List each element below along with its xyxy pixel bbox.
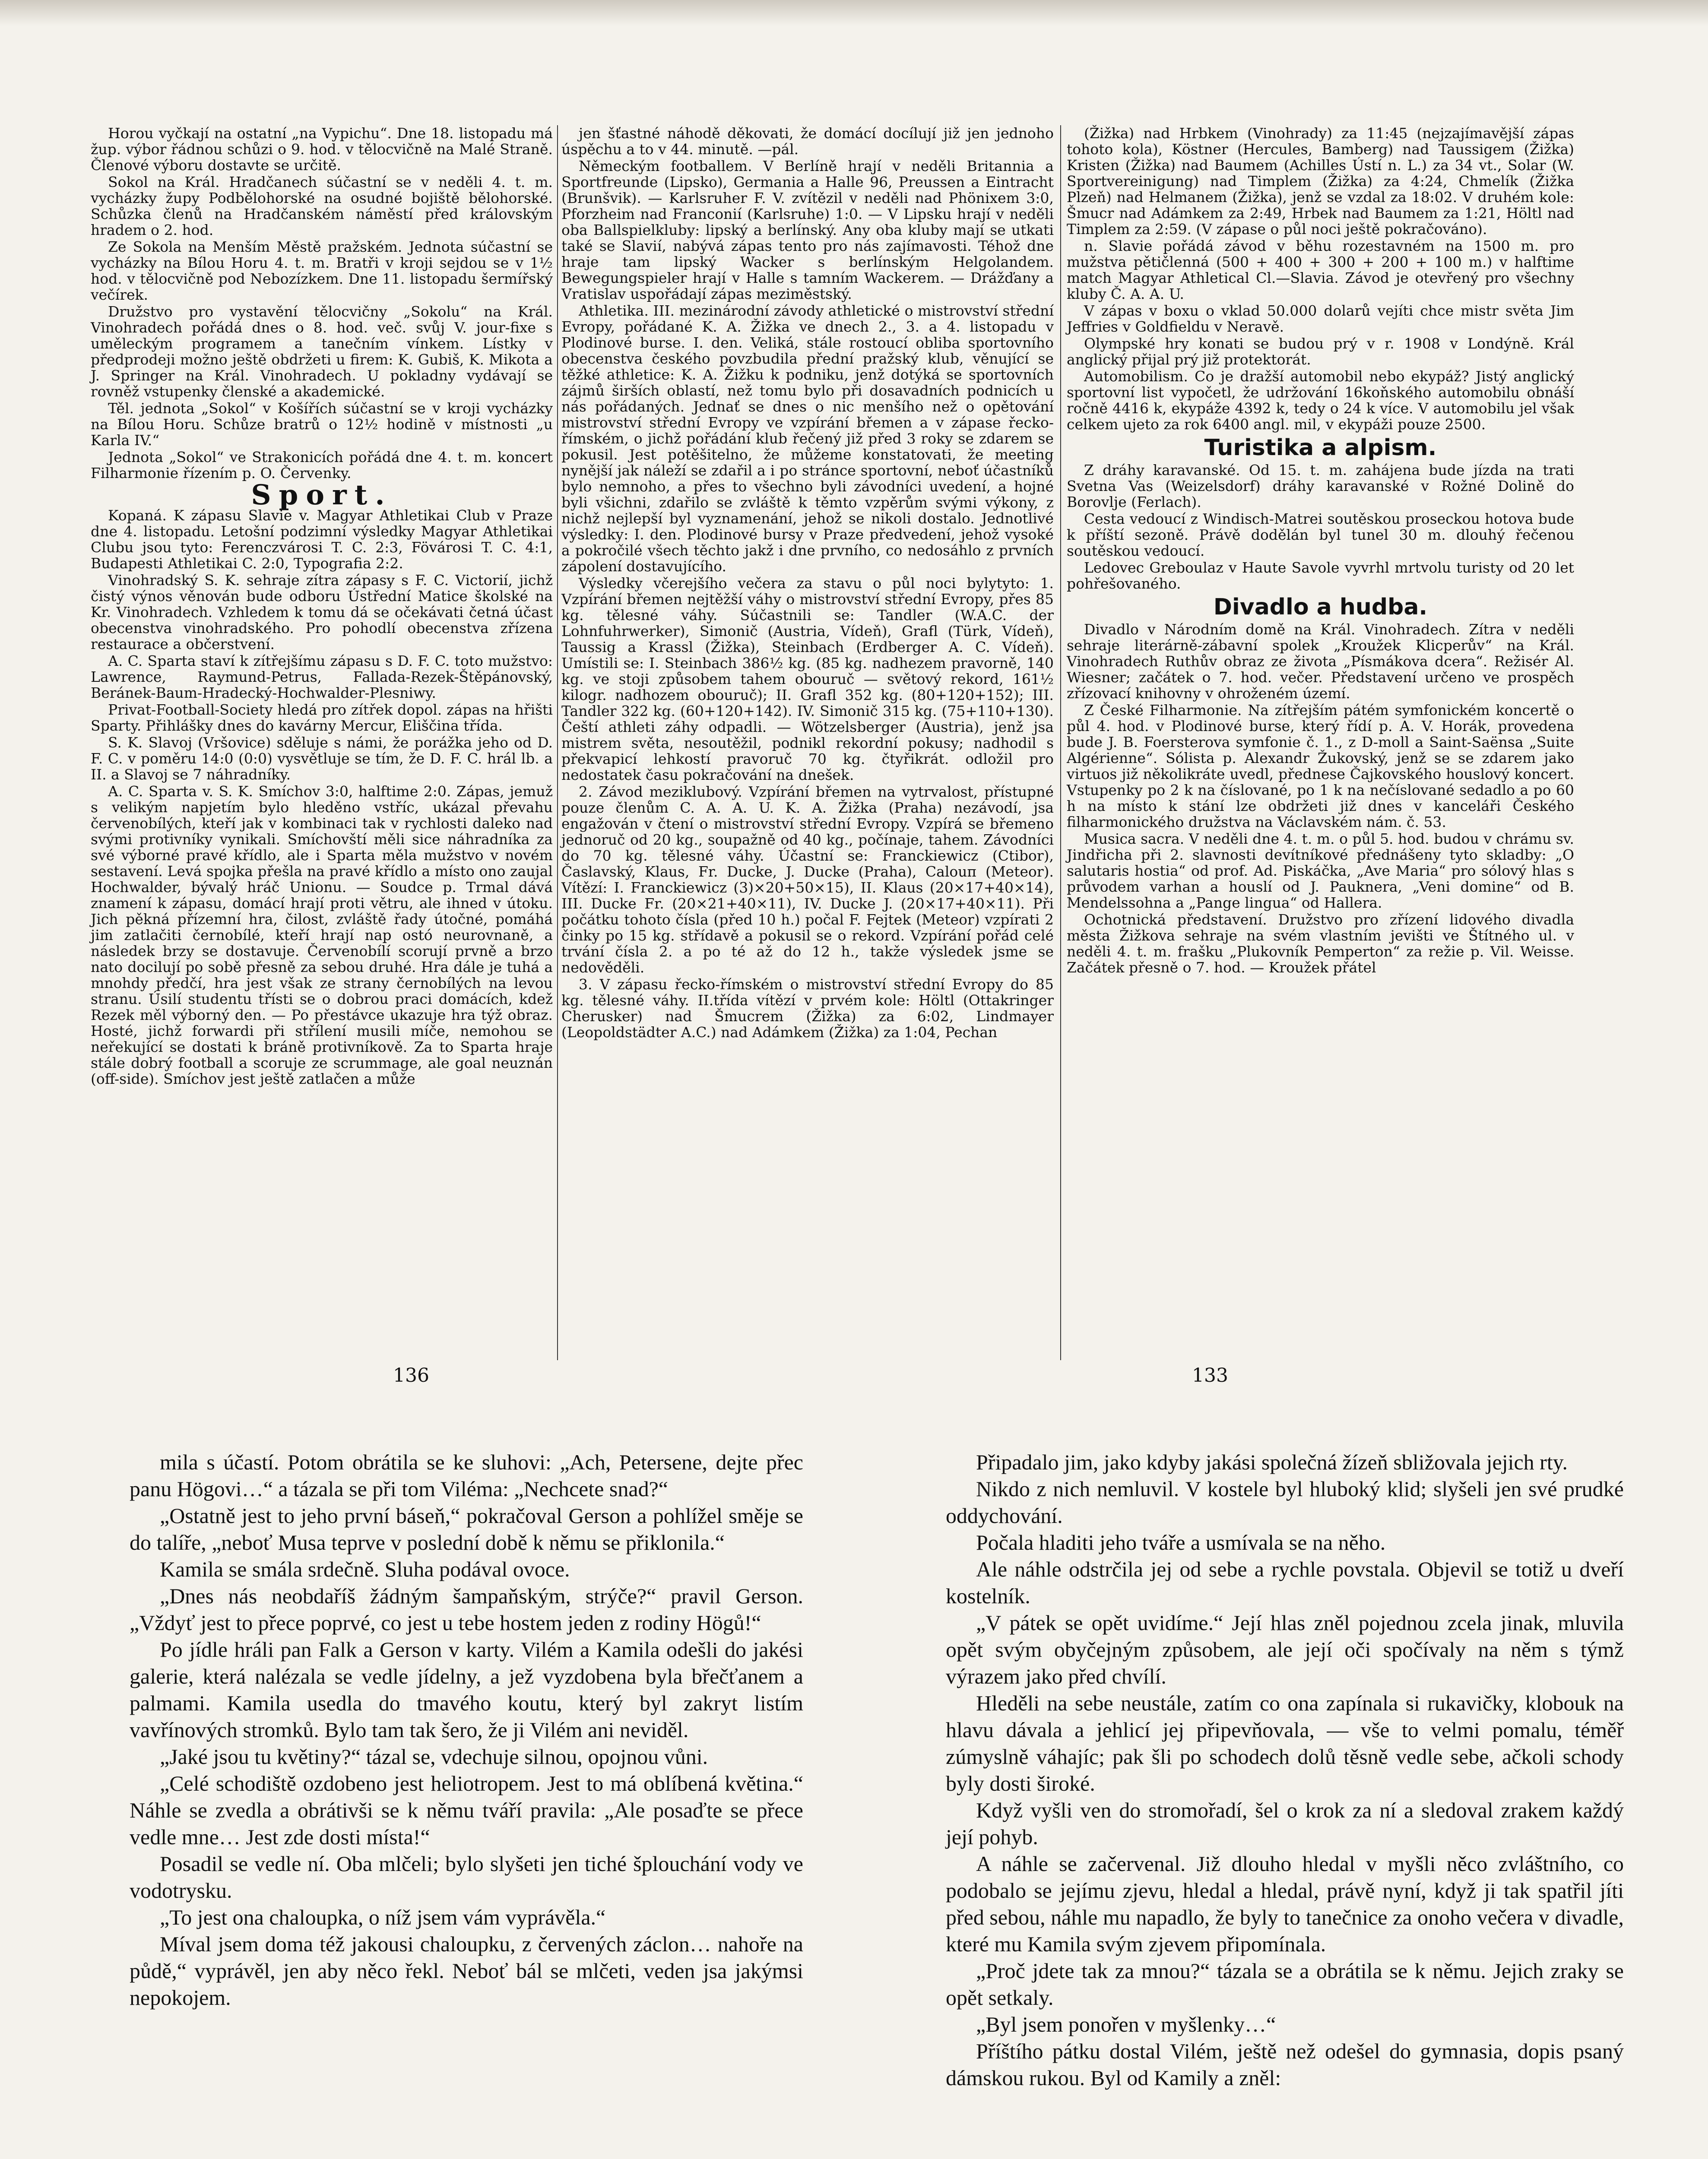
novel-page-left bbox=[130, 1449, 803, 2011]
news-paragraph: Privat-Football-Society hledá pro zítřek dopol. zápas na hřišti Sparty. Přihlášky dnes do kavárny Mercur, Eliščina třída. bbox=[91, 701, 553, 734]
turistika-articles bbox=[1067, 462, 1574, 592]
novel-paragraph: Kamila se smála srdečně. Sluha podával ovoce. bbox=[160, 1557, 570, 1581]
news-paragraph: Z České Filharmonie. Na zítřejším pátém symfonickém koncertě o půl 4. hod. v Plodinové burse, který řídí p. A. V. Horák, provedena bude J. B. Foersterova symfonie č. 1., z D-moll a Saint-Saënsa „Suite Algérienne“. Sólista p. Alexandr Žukovský, jenž se se zdarem jako virtuos již několikráte uvedl, přednese Čajkovského houslový koncert. Vstupenky po 2 k na číslované, po 1 k na nečíslované sedadlo a po 60 h na místo k stání lze obdržeti již dnes v kanceláři Českého filharmonického družstva na Václavském nám. č. 53. bbox=[1067, 702, 1574, 830]
newspaper-column-1 bbox=[91, 125, 553, 1088]
scan-edge bbox=[0, 0, 1708, 26]
news-paragraph: Sokol na Král. Hradčanech súčastní se v neděli 4. t. m. vycházky župy Podbělohorské na osudné bojiště bělohorské. Schůzka členů na Hradčanském náměstí před královským hradem o 2. hod. bbox=[91, 174, 553, 238]
news-paragraph: jen šťastné náhodě děkovati, že domácí docílují již jen jednoho úspěchu a to v 44. minutě. —pál. bbox=[561, 125, 1054, 158]
news-paragraph: S. K. Slavoj (Vršovice) sděluje s námi, že porážka jeho od D. F. C. v poměru 14:0 (0:0) vysvětluje se tím, že D. F. C. hrál lb. a II. a Slavoj se 7 náhradníky. bbox=[91, 734, 553, 783]
newspaper-column-2 bbox=[561, 125, 1054, 1041]
novel-paragraph: „Byl jsem ponořen v myšlenky…“ bbox=[976, 2012, 1276, 2036]
novel-paragraph: Míval jsem doma též jakousi chaloupku, z červených záclon… nahoře na půdě,“ vyprávěl, jen aby něco řekl. Neboť bál se mlčeti, veden jsa jakýmsi nepokojem. bbox=[130, 1932, 803, 2010]
news-paragraph: Z dráhy karavanské. Od 15. t. m. zahájena bude jízda na trati Svetna Vas (Weizelsdorf) dráhy karavanské v Rožné Dolině do Borovlje (Ferlach). bbox=[1067, 462, 1574, 510]
novel-paragraph: „Ostatně jest to jeho první báseň,“ pokračoval Gerson a pohlížel směje se do talíře, „neboť Musa teprve v poslední době k němu se přiklonila.“ bbox=[130, 1504, 803, 1554]
column-divider bbox=[1060, 125, 1061, 1360]
news-paragraph: Musica sacra. V neděli dne 4. t. m. o půl 5. hod. budou v chrámu sv. Jindřicha při 2. slavnosti devítníkové přednášeny tyto skladby: „O salutaris hostia“ od prof. Ad. Piskáčka, „Ave Maria“ pro sólový hlas s průvodem varhan a houslí od J. Pauknera, „Veni domine“ od B. Mendelssohna a „Pange lingua“ od Hallera. bbox=[1067, 830, 1574, 911]
novel-paragraph: „Celé schodiště ozdobeno jest heliotropem. Jest to má oblíbená květina.“ Náhle se zvedla a obrátivši se k němu tváří pravila: „Ale posaďte se přece vedle mne… Jest zde dosti místa!“ bbox=[130, 1771, 803, 1849]
novel-paragraph: Nikdo z nich nemluvil. V kostele byl hluboký klid; slyšeli jen své prudké oddychování. bbox=[946, 1477, 1624, 1528]
news-paragraph: Automobilism. Co je dražší automobil nebo ekypáž? Jistý anglický sportovní list vypočetl, že udržování 16koňského automobilu obnáší ročně 4416 k, ekypáže 4392 k, tedy o 24 k více. V automobilu jel však celkem ujeto za rok 6400 angl. mil, v ekypáži pouze 2500. bbox=[1067, 368, 1574, 433]
news-paragraph: Ochotnická představení. Družstvo pro zřízení lidového divadla města Žižkova sehraje na svém vlastním jevišti ve Štítného ul. v neděli 4. t. m. frašku „Plukovník Pemperton“ za režie p. Vil. Weisse. Začátek přesně o 7. hod. — Kroužek přátel bbox=[1067, 911, 1574, 976]
novel-paragraph: Hleděli na sebe neustále, zatím co ona zapínala si rukavičky, klobouk na hlavu dávala a jehlicí jej připevňovala, — vše to velmi pomalu, téměř zúmyslně váhajíc; pak šli po schodech dolů těsně vedle sebe, ačkoli schody byly dosti široké. bbox=[946, 1691, 1624, 1795]
divadlo-heading: Divadlo a hudba. bbox=[1213, 594, 1428, 620]
novel-paragraph: „V pátek se opět uvidíme.“ Její hlas zněl pojednou zcela jinak, mluvila opět svým obyčejným způsobem, ale její oči spočívaly na něm s týmž výrazem jako před chvílí. bbox=[946, 1611, 1624, 1688]
news-paragraph: Ledovec Greboulaz v Haute Savole vyvrhl mrtvolu turisty od 20 let pohřešovaného. bbox=[1067, 559, 1574, 592]
page-number-left: 136 bbox=[393, 1364, 429, 1387]
novel-paragraph: mila s účastí. Potom obrátila se ke sluhovi: „Ach, Petersene, dejte přec panu Högovi…“ a tázala se při tom Viléma: „Nechcete snad?“ bbox=[130, 1450, 803, 1501]
sport-articles bbox=[91, 507, 553, 1087]
news-paragraph: Německým footballem. V Berlíně hrají v neděli Britannia a Sportfreunde (Lipsko), Germania a Halle 96, Preussen a Eintracht (Brunšvik). — Karlsruher F. V. zvítězil v neděli nad Phönixem 3:0, Pforzheim nad Franconií (Karlsruhe) 1:0. — V Lipsku hrají v neděli oba Ballspielkluby: lipský a berlínský. Any oba kluby mají se utkati také se Slavií, nabývá zápas tento pro nás zajímavosti. Téhož dne hraje tam lipský Wacker s berlínským Helgolandem. Bewegungspieler hrají v Halle s tamním Wackerem. — Drážďany a Vratislav uspořádají zápas meziměstský. bbox=[561, 158, 1054, 302]
news-paragraph: Cesta vedoucí z Windisch-Matrei soutěskou proseckou hotova bude k příští sezoně. Právě dodělán byl tunel 30 m. dlouhý řečenou soutěskou vedoucí. bbox=[1067, 510, 1574, 559]
novel-paragraph: Po jídle hráli pan Falk a Gerson v karty. Vilém a Kamila odešli do jakési galerie, která nalézala se vedle jídelny, a jež vyzdobena byla břečťanem a palmami. Kamila usedla do tmavého koutu, který byl zakryt listím vavřínových stromků. Bylo tam tak šero, že ji Vilém ani neviděl. bbox=[130, 1637, 803, 1742]
column-divider bbox=[557, 125, 558, 1360]
page-number-right: 133 bbox=[1192, 1364, 1228, 1387]
news-paragraph: Družstvo pro vystavění tělocvičny „Sokolu“ na Král. Vinohradech pořádá dnes o 8. hod. več. svůj V. jour-fixe s uměleckým programem a tanečním vínkem. Lístky v předprodeji možno ještě obdržeti u firem: K. Gubiš, K. Mikota a J. Springer na Král. Vinohradech. U pokladny vydávají se rovněž vstupenky členské a akademické. bbox=[91, 303, 553, 400]
news-paragraph: 3. V zápasu řecko-římském o mistrovství střední Evropy do 85 kg. tělesné váhy. II.třída vítězí v prvém kole: Höltl (Ottakringer Cherusker) nad Šmucrem (Žižka) za 6:02, Lindmayer (Leopoldstädter A.C.) nad Adámkem (Žižka) za 1:04, Pechan bbox=[561, 976, 1054, 1041]
news-paragraph: Horou vyčkají na ostatní „na Vypichu“. Dne 18. listopadu má žup. výbor řádnou schůzi o 9. hod. v tělocvičně na Malé Straně. Členové výboru dostavte se určitě. bbox=[91, 125, 553, 174]
novel-paragraph: Příštího pátku dostal Vilém, ještě než odešel do gymnasia, dopis psaný dámskou rukou. Byl od Kamily a zněl: bbox=[946, 2039, 1624, 2090]
news-paragraph: A. C. Sparta staví k zítřejšímu zápasu s D. F. C. toto mužstvo: Lawrence, Raymund-Petrus, Fallada-Rezek-Štěpánovský, Beránek-Baum-Hradecký-Hochwalder-Plesniwy. bbox=[91, 652, 553, 701]
sokol-notices bbox=[91, 125, 553, 481]
sport-news bbox=[1067, 125, 1574, 432]
news-paragraph: Athletika. III. mezinárodní závody athletické o mistrovství střední Evropy, pořádané K. A. Žižka ve dnech 2., 3. a 4. listopadu v Plodinové burse. I. den. Veliká, stále rostoucí obliba sportovního obecenstva českého povzbudila přední pražský klub, věnující se těžké athletice: K. A. Žižku k podniku, jenž dotýká se sportovních zájmů širších oblastí, než tomu bylo při dosavadních podnicích u nás pořádaných. Jednať se dnes o nic menšího než o opětování mistrovství střední Evropy ve vzpírání břemen a v zápase řecko-římském, o jichž pořádání klub řečený již před 3 roky se zdarem se pokusil. Jest potěšitelno, že můžeme konstatovati, že meeting nynější jak náleží se zdařil a i po stránce sportovní, neboť účastníků bylo nemnoho, a přes to všechno byli závodníci uvedení, a hojné byli všichni, zdařilo se zvláště k těmto vzpěrům svými výkony, z nichž nejlepší byl vyznamenání, jehož se nikoli dostalo. Jednotlivé výsledky: I. den. Plodinové bursy v Praze předvedení, jehož vysoké a pokročilé všech těchto jakž i dne prvního, co nedosáhlo z prvních zápolení dostavujícího. bbox=[561, 302, 1054, 575]
novel-paragraph: „Dnes nás neobdaříš žádným šampaňským, strýče?“ pravil Gerson. „Vždyť jest to přece poprvé, co jest u tebe hostem jeden z rodiny Högů!“ bbox=[130, 1584, 803, 1635]
news-paragraph: Kopaná. K zápasu Slavie v. Magyar Athletikai Club v Praze dne 4. listopadu. Letošní podzimní výsledky Magyar Athletikai Clubu jsou tyto: Ferenczvárosi T. C. 2:3, Fövárosi T. C. 4:1, Budapesti Athletikai C. 2:0, Typografia 2:2. bbox=[91, 507, 553, 572]
news-paragraph: Divadlo v Národním domě na Král. Vinohradech. Zítra v neděli sehraje literárně-zábavní spolek „Kroužek Klicperův“ na Král. Vinohradech Ruthův obraz ze života „Písmákova dcera“. Režisér Al. Wiesner; začátek o 7. hod. večer. Představení určeno ve prospěch zřízovací knihovny v ohroženém území. bbox=[1067, 621, 1574, 702]
novel-paragraph: Připadalo jim, jako kdyby jakási společná žízeň sbližovala jejich rty. bbox=[976, 1450, 1568, 1474]
news-paragraph: Olympské hry konati se budou prý v r. 1908 v Londýně. Král anglický přijal prý již protektorát. bbox=[1067, 335, 1574, 368]
news-paragraph: V zápas v boxu o vklad 50.000 dolarů vejíti chce mistr světa Jim Jeffries v Goldfieldu v Neravě. bbox=[1067, 302, 1574, 335]
athletics-articles bbox=[561, 125, 1054, 1040]
novel-paragraph: „To jest ona chaloupka, o níž jsem vám vyprávěla.“ bbox=[160, 1905, 606, 1929]
news-paragraph: Ze Sokola na Menším Městě pražském. Jednota súčastní se vycházky na Bílou Horu 4. t. m. Bratři v kroji sejdou se v 1½ hod. v tělocvičně pod Nebozízkem. Dne 11. listopadu šermířský večírek. bbox=[91, 238, 553, 303]
novel-paragraph: Posadil se vedle ní. Oba mlčeli; bylo slyšeti jen tiché šplouchání vody ve vodotrysku. bbox=[130, 1852, 803, 1903]
novel-paragraph: A náhle se začervenal. Již dlouho hledal v myšli něco zvláštního, co podobalo se jejímu zjevu, hledal a hledal, právě nyní, když ji tak spatřil jíti před sebou, náhle mu napadlo, že byly to tanečnice za onoho večera v divadle, které mu Kamila svým zjevem připomínala. bbox=[946, 1852, 1624, 1956]
news-paragraph: A. C. Sparta v. S. K. Smíchov 3:0, halftime 2:0. Zápas, jemuž s velikým napjetím bylo hleděno vstříc, ukázal převahu červenobílých, kteří jak v kombinaci tak v rychlosti daleko nad svými protivníky vynikali. Smíchovští měli sice náhradníka za své výborné pravé křídlo, ale i Sparta měla mužstvo v novém sestavení. Levá spojka přešla na pravé křídlo a místo ono zaujal Hochwalder, bývalý hráč Unionu. — Soudce p. Trmal dává znamení k zápasu, domácí hrají proti větru, ale ihned v útoku. Jich pěkná přízemní hra, čilost, zvláště řady útočné, pomáhá jim zatlačiti černobílé, kteří hrají nap ostó neurovnaně, a následek brzy se dostavuje. Červenobílí scorují prvně a brzo nato docilují po sobě přesně za sebou druhé. Hra dále je tuhá a mnohdy předčí, hra jest však ze strany černobílých na levou stranu. Úsilí studentu třísti se o dobrou praci domácích, kdež Rezek měl výborný den. — Po přestávce ukazuje hra týž obraz. Hosté, jichž forwardi při střílení musili míče, nemohou se neřekující se dostati k bráně protivníkově. Za to Sparta hraje stále dobrý football a scoruje ze scrummage, ale goal neuznán (off-side). Smíchov jest ještě zatlačen a může bbox=[91, 783, 553, 1087]
news-paragraph: Vinohradský S. K. sehraje zítra zápasy s F. C. Victorií, jichž čistý výnos věnován bude odboru Ústřední Matice školské na Kr. Vinohradech. Vzhledem k tomu dá se očekávati četná účast obecenstva vinohradského. Pro pohodlí obecenstva zřízena restaurace a občerstvení. bbox=[91, 572, 553, 652]
novel-page-right bbox=[946, 1449, 1624, 2091]
news-paragraph: Výsledky včerejšího večera za stavu o půl noci bylytyto: 1. Vzpírání břemen nejtěžší váhy o mistrovství střední Evropy, přes 85 kg. tělesné váhy. Súčastnili se: Tandler (W.A.C. der Lohnfuhrwerker), Simonič (Austria, Vídeň), Grafl (Türk, Vídeň), Taussig a Krassl (Žižka), Steinbach (Erdberger A. C. Vídeň). Umístili se: I. Steinbach 386½ kg. (85 kg. nadhezem pravorně, 140 kg. ve stoji způsobem tahem obouruč — světový rekord, 161½ kilogr. nadhozem obouruč); II. Grafl 352 kg. (80+120+152); III. Tandler 322 kg. (60+120+142). IV. Simonič 315 kg. (75+110+130). Čeští athleti záhy odpadli. — Wötzelsberger (Austria), jenž jsa mistrem světa, nesoutěžil, podnikl rekordní pokusy; nadhodil s překvapicí lehkostí pravoruč 70 kg. čtyřikrát. odložil pro nedostatek času pokračování na dnešek. bbox=[561, 575, 1054, 783]
news-paragraph: Jednota „Sokol“ ve Strakonicích pořádá dne 4. t. m. koncert Filharmonie řízením p. O. Červenky. bbox=[91, 449, 553, 481]
news-paragraph: n. Slavie pořádá závod v běhu rozestavném na 1500 m. pro mužstva pětičlenná (500 + 400 + 300 + 200 + 100 m.) v halftime match Magyar Athletical Cl.—Slavia. Závod je otevřený pro všechny kluby Č. A. A. U. bbox=[1067, 237, 1574, 302]
news-paragraph: (Žižka) nad Hrbkem (Vinohrady) za 11:45 (nejzajímavější zápas tohoto kola), Köstner (Hercules, Bamberg) nad Taussigem (Žižka) Kristen (Žižka) nad Baumem (Achilles Ústí n. L.) za 34 vt., Solar (W. Sportvereinigung) nad Timplem (Žižka) za 4:24, Chmelík (Žižka Plzeň) nad Helmanem (Žižka), jenž se vzdal za 18:02. V druhém kole: Šmucr nad Adámkem za 2:49, Hrbek nad Baumem za 1:21, Höltl nad Timplem za 2:59. (V zápase o půl noci ještě pokračováno). bbox=[1067, 125, 1574, 237]
novel-paragraph: „Proč jdete tak za mnou?“ tázala se a obrátila se k němu. Jejich zraky se opět setkaly. bbox=[946, 1959, 1624, 2010]
news-paragraph: Těl. jednota „Sokol“ v Košířích súčastní se v kroji vycházky na Bílou Horu. Schůze bratrů o 12½ hodině v místnosti „u Karla IV.“ bbox=[91, 400, 553, 449]
news-paragraph: 2. Závod meziklubový. Vzpírání břemen na vytrvalost, přístupné pouze členům C. A. A. U. K. A. Žižka (Praha) nezávodí, jsa engažován v čtení o mistrovství střední Evropy. Vzpírá se břemeno jednoruč od 20 kg., soupažně od 40 kg., počínaje, tahem. Závodníci do 70 kg. tělesné váhy. Účastní se: Franckiewicz (Ctibor), Časlavský, Klaus, Fr. Ducke, J. Ducke (Praha), Calouп (Meteor). Vítězí: I. Franckiewicz (3)×20+50×15), II. Klaus (20×17+40×14), III. Ducke Fr. (20×21+40×11), IV. Ducke J. (20×17+40×11). Při počátku tohoto čísla (před 10 h.) počal F. Fejtek (Meteor) vzpírati 2 činky po 15 kg. střídavě a pokusil se o rekord. Vzpírání pořád celé trvání čísla 2. a po té až do 12 h., takže výsledek jsme se nedověděli. bbox=[561, 783, 1054, 976]
newspaper-column-3 bbox=[1067, 125, 1574, 976]
novel-paragraph: Počala hladiti jeho tváře a usmívala se na něho. bbox=[976, 1530, 1386, 1554]
divadlo-articles bbox=[1067, 621, 1574, 975]
novel-paragraph: Ale náhle odstrčila jej od sebe a rychle povstala. Objevil se totiž u dveří kostelník. bbox=[946, 1557, 1624, 1608]
turistika-heading: Turistika a alpism. bbox=[1204, 435, 1437, 461]
sport-heading: Sport. bbox=[251, 479, 393, 511]
novel-paragraph: „Jaké jsou tu květiny?“ tázal se, vdechuje silnou, opojnou vůni. bbox=[160, 1744, 708, 1769]
novel-paragraph: Když vyšli ven do stromořadí, šel o krok za ní a sledoval zrakem každý její pohyb. bbox=[946, 1798, 1624, 1849]
